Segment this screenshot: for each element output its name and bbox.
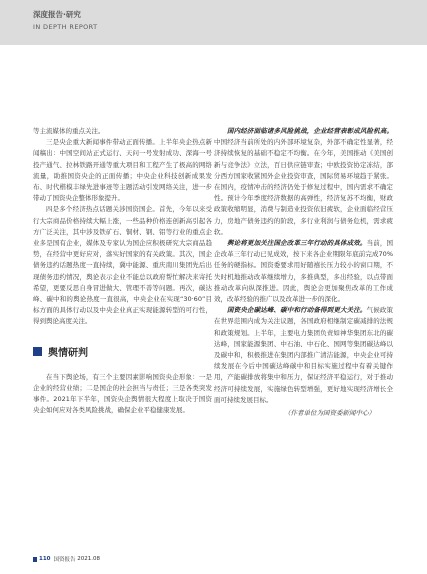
paragraph: 四是多个经济热点话题关涉国资国企。首先，今年以来受行大宗商品价格持续大幅上涨，一些品种价格连创新高引起各方广泛关注，其中涉及铁矿石、铜材、钢、铝等行业的重点企业多是国有企业，媒体及专家认为国企应积极研究大宗商品趋势，在经营中更好应对，落实好国家的有关政策。其次，国企债务违约话题热度一直持续，冀中能源、重庆南川集团先后出现债务违约情况，舆论表示企业不能总以政府帮忙解决来寄托希望，更要反思自身冒进做大、管理不善等问题。再次，碳达峰、碳中和的舆论热度一直很高，中央企业在实现“30·60”目标方面的具体行动以及中央企业真正实现能源转型的可行性，得到舆论高度关注。 xyxy=(33,205,212,326)
column-title-english: IN DEPTH REPORT xyxy=(33,23,98,31)
paragraph xyxy=(214,238,393,305)
paragraph-lead: 国资央企碳达峰、碳中和行动备得到更大关注。 xyxy=(227,306,367,315)
page-number: 110 xyxy=(39,556,51,562)
header-text xyxy=(33,9,97,33)
paragraph-lead: 国内经济面临诸多风险挑战，企业经营表彰成风险机高。 xyxy=(227,127,393,135)
paragraph-body: 中国经济当前所处的内外部环境复杂，外部不确定性显著，经济持续恢复的基础不稳定不均衡。在今年，美国推动《美国创新与竞争法》立法，百日供应链审查；中欧投资协定冻结，部分西方国家收紧国外企业投资审查，国际贸易环境趋于紧张。在国内，疫情冲击的经济仍处于修复过程中，国内需求不确定性。预计今年季度经济数据的高弹性，经济复苏不均衡，财政政策收缩明显，消费与制造业投资依旧疲软，企业面临经营压力，房地产债务违约的阶段，多行业利润与债务危机，需求疲软。 xyxy=(214,138,393,236)
section-marker-icon xyxy=(33,347,42,356)
right-column xyxy=(214,126,393,419)
author-affiliation: （作者单位为国资委新闻中心） xyxy=(284,409,375,418)
paragraph-body: 当前，国企改革三年行动已见成效，按下来各企业期限年底前完成70%任务的硬指标。国资委要求用好随禧长压力较小的窗口期，不失时机地推动改革继续增力，多推典型，多出经验，以点带面推动改革向纵深推进。因此，舆论会更加聚焦改革的工作成效，改革经验的推广以及改革进一步的深化。 xyxy=(214,239,394,304)
magazine-name: 国资报告 xyxy=(53,557,76,563)
section-title: 舆情研判 xyxy=(48,347,88,359)
issue-date: 2021.08 xyxy=(77,556,100,562)
paragraph xyxy=(214,126,393,238)
header-bar xyxy=(0,0,427,45)
column-title: 深度报告·研究 xyxy=(33,10,81,19)
paragraph-body: 气候政策在世界范围内成为关注议题，各国政府相继制定碳减排的法规和政策规划。上半年，主要电力集团负责如神华集团东北的碳达峰，国家能源集团、中石油、中石化、国网等集团碳达峰以及碳中和，积极推进在集团内部推广清洁能源，中央企业可持续发展在今后中国碳达峰碳中和目标实施过程中有着关键作用，产能碳排放将集中和压力，保证经济平稳运行，对于推动经济可持续发展，实施绿色转型增强，更好地实现经济增长全面可持续发展目标。 xyxy=(214,306,394,404)
page-footer xyxy=(33,555,100,563)
paragraph-lead: 舆论将更加关注国企改革三年行动的具体成效。 xyxy=(227,239,367,248)
footer-marker-icon xyxy=(33,557,37,562)
paragraph xyxy=(214,305,393,406)
left-column xyxy=(33,126,212,416)
paragraph: 在当下舆论场，有三个主要因素影响国资央企形象：一是企业的经营业绩；二是国企的社会担当与责任；三是各类突发事件。2021年下半年，国资央企舆情很大程度上取决于国资央企如何应对各类风险挑战，确保企业平稳健康发展。 xyxy=(33,372,212,415)
section-heading xyxy=(33,344,212,359)
paragraph: 三是央企重大新闻事件带动正面传播。上半年央企热点新闻稿出：中国空间站正式运行、天问一号发射成功、深海一号投产通气、拉林铁路开通等重大项目和工程产生了极高的网络流量，助推国资央企的正面传播；中央企业科技创新成果发布、时代楷模丰绿先进事迹等主题活动引发网络关注，进一步带动了国资央企整体形象提升。 xyxy=(33,138,212,203)
paragraph: 等主流媒体的重点关注。 xyxy=(33,127,105,135)
